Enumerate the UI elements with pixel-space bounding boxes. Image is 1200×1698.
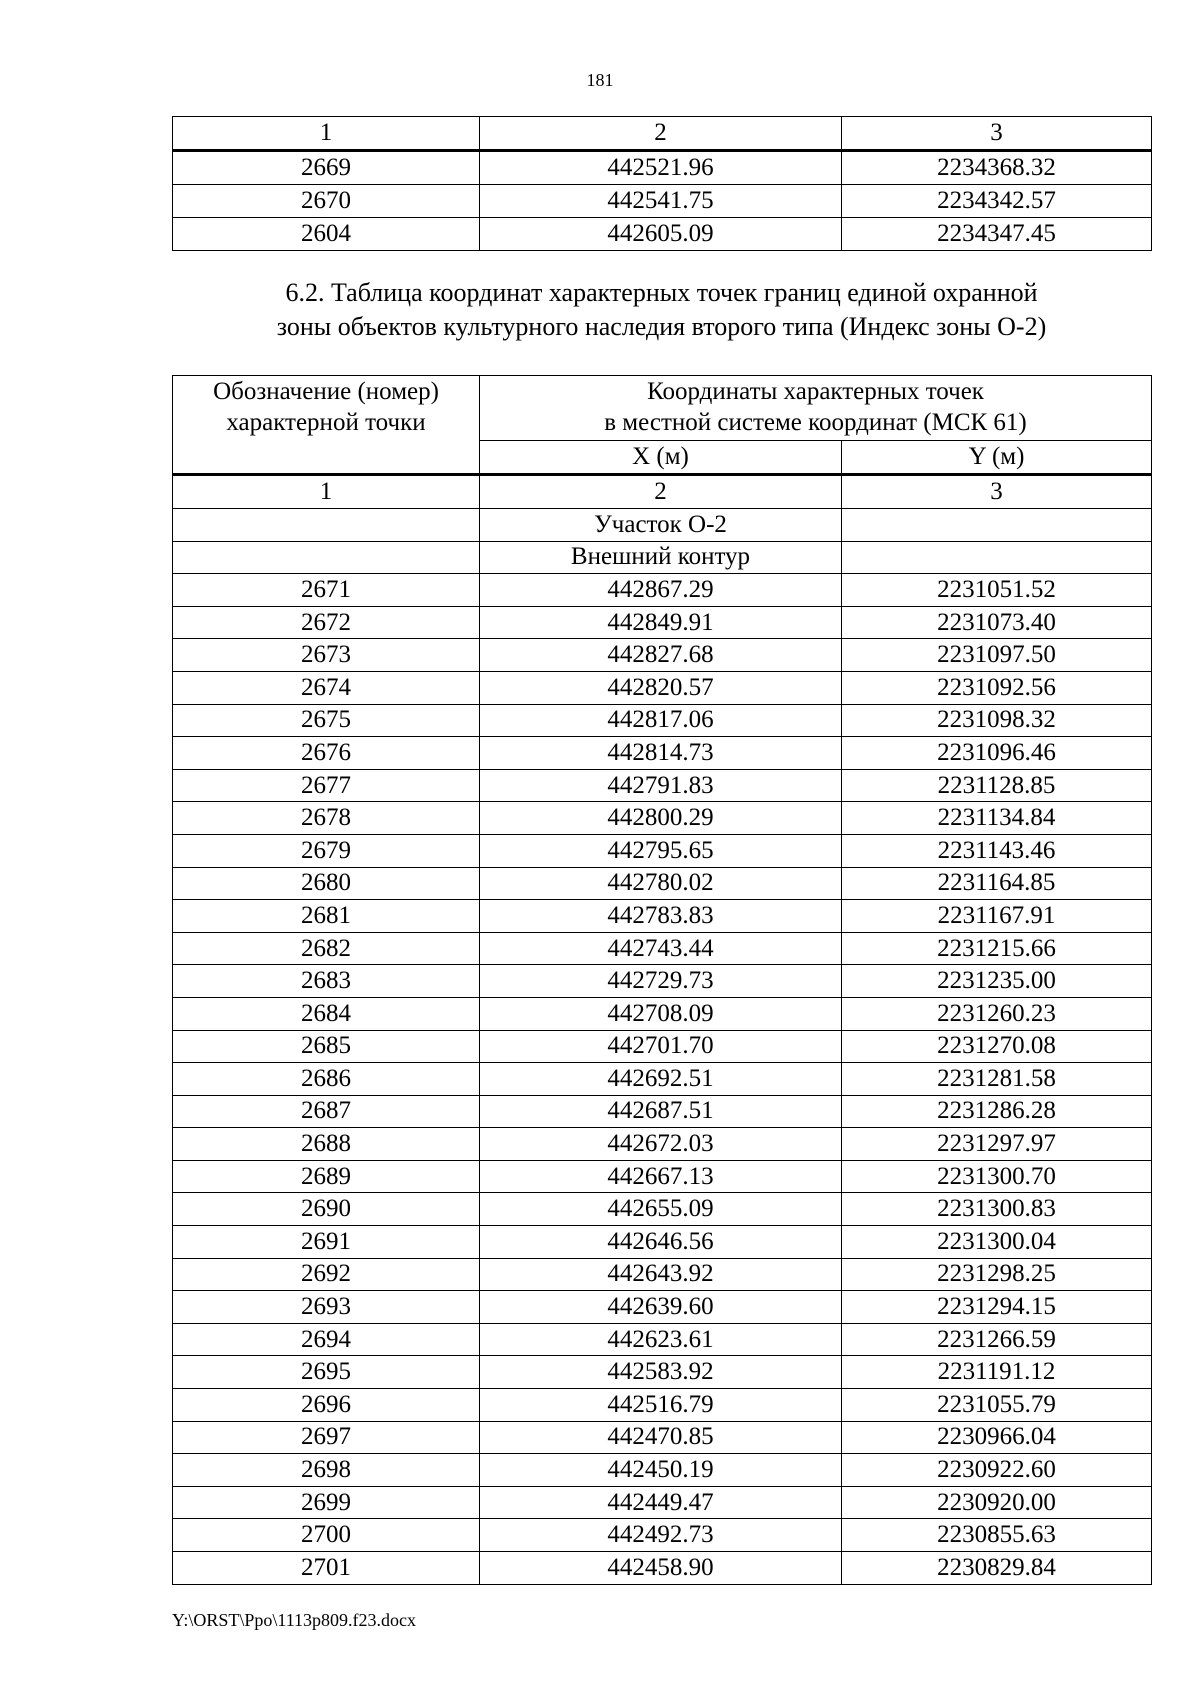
x-coordinate-cell: 442743.44 <box>480 932 842 965</box>
point-id-cell: 2676 <box>173 737 480 770</box>
table-row <box>173 1389 1152 1422</box>
section-label-row <box>173 509 1152 542</box>
empty-cell <box>173 509 480 542</box>
x-coordinate-cell: 442639.60 <box>480 1291 842 1324</box>
y-coordinate-cell: 2231055.79 <box>842 1389 1152 1422</box>
y-coordinate-cell: 2231098.32 <box>842 704 1152 737</box>
point-id-cell: 2691 <box>173 1226 480 1259</box>
point-id-cell: 2671 <box>173 574 480 607</box>
point-id-cell: 2695 <box>173 1356 480 1389</box>
table-row <box>173 606 1152 639</box>
x-coordinate-cell: 442827.68 <box>480 639 842 672</box>
table-row <box>173 1030 1152 1063</box>
y-coordinate-cell: 2231134.84 <box>842 802 1152 835</box>
table-row <box>173 1128 1152 1161</box>
x-coordinate-cell: 442458.90 <box>480 1552 842 1585</box>
y-coordinate-cell: 2231260.23 <box>842 997 1152 1030</box>
table-row <box>173 997 1152 1030</box>
coordinates-header-line-2: в местной системе координат (МСК 61) <box>604 409 1027 436</box>
table-row <box>173 932 1152 965</box>
point-id-cell: 2673 <box>173 639 480 672</box>
column-number-cell: 1 <box>173 117 480 151</box>
x-coordinate-cell: 442667.13 <box>480 1160 842 1193</box>
point-id-cell: 2700 <box>173 1519 480 1552</box>
x-coordinate-cell: 442817.06 <box>480 704 842 737</box>
x-coordinate-cell: 442450.19 <box>480 1454 842 1487</box>
y-coordinate-cell: 2231128.85 <box>842 769 1152 802</box>
x-coordinate-cell: 442791.83 <box>480 769 842 802</box>
point-id-cell: 2680 <box>173 867 480 900</box>
point-id-cell: 2687 <box>173 1095 480 1128</box>
x-coordinate-cell: 442672.03 <box>480 1128 842 1161</box>
x-coordinate-cell: 442867.29 <box>480 574 842 607</box>
x-coordinate-cell: 442795.65 <box>480 834 842 867</box>
point-id-cell: 2672 <box>173 606 480 639</box>
point-id-cell: 2696 <box>173 1389 480 1422</box>
x-coordinate-cell: 442820.57 <box>480 671 842 704</box>
column-number-cell: 1 <box>173 475 480 509</box>
y-coordinate-cell: 2230855.63 <box>842 1519 1152 1552</box>
point-id-cell: 2670 <box>173 185 480 218</box>
y-coordinate-cell: 2230922.60 <box>842 1454 1152 1487</box>
table-row <box>173 1193 1152 1226</box>
x-header: X (м) <box>480 441 842 475</box>
y-coordinate-cell: 2231073.40 <box>842 606 1152 639</box>
x-coordinate-cell: 442492.73 <box>480 1519 842 1552</box>
table-row <box>173 867 1152 900</box>
x-coordinate-cell: 442605.09 <box>480 218 842 251</box>
table-row <box>173 1095 1152 1128</box>
y-coordinate-cell: 2231191.12 <box>842 1356 1152 1389</box>
point-id-cell: 2698 <box>173 1454 480 1487</box>
y-coordinate-cell: 2231167.91 <box>842 900 1152 933</box>
y-coordinate-cell: 2231300.04 <box>842 1226 1152 1259</box>
x-coordinate-cell: 442687.51 <box>480 1095 842 1128</box>
table-row <box>173 900 1152 933</box>
footer-file-path: Y:\ORST\Ppo\1113p809.f23.docx <box>172 1610 417 1630</box>
empty-cell <box>842 541 1152 574</box>
column-number-cell: 3 <box>842 117 1152 151</box>
y-coordinate-cell: 2231298.25 <box>842 1258 1152 1291</box>
y-coordinate-cell: 2234342.57 <box>842 185 1152 218</box>
table-row <box>173 1454 1152 1487</box>
x-coordinate-cell: 442692.51 <box>480 1063 842 1096</box>
coordinates-table <box>172 375 1152 1585</box>
column-number-cell: 2 <box>480 117 842 151</box>
x-coordinate-cell: 442708.09 <box>480 997 842 1030</box>
y-coordinate-cell: 2231097.50 <box>842 639 1152 672</box>
point-id-cell: 2689 <box>173 1160 480 1193</box>
y-coordinate-cell: 2231092.56 <box>842 671 1152 704</box>
point-id-cell: 2678 <box>173 802 480 835</box>
empty-cell <box>842 509 1152 542</box>
table-header-row <box>173 376 1152 441</box>
table-row <box>173 218 1152 251</box>
table-row <box>173 1323 1152 1356</box>
contour-label-row <box>173 541 1152 574</box>
point-id-cell: 2685 <box>173 1030 480 1063</box>
table-row <box>173 1486 1152 1519</box>
section-title-line-2: зоны объектов культурного наследия второго типа (Индекс зоны О-2) <box>276 312 1047 341</box>
point-id-cell: 2677 <box>173 769 480 802</box>
table-row <box>173 1258 1152 1291</box>
y-coordinate-cell: 2231286.28 <box>842 1095 1152 1128</box>
coordinates-header <box>480 376 1152 441</box>
point-id-cell: 2686 <box>173 1063 480 1096</box>
table-row <box>173 1226 1152 1259</box>
column-number-cell: 2 <box>480 475 842 509</box>
x-coordinate-cell: 442849.91 <box>480 606 842 639</box>
y-coordinate-cell: 2231300.70 <box>842 1160 1152 1193</box>
table-row <box>173 1552 1152 1585</box>
x-coordinate-cell: 442729.73 <box>480 965 842 998</box>
coordinates-header-line-1: Координаты характерных точек <box>647 378 984 405</box>
point-id-cell: 2682 <box>173 932 480 965</box>
x-coordinate-cell: 442470.85 <box>480 1421 842 1454</box>
x-coordinate-cell: 442541.75 <box>480 185 842 218</box>
table-row <box>173 671 1152 704</box>
contour-label: Внешний контур <box>480 541 842 574</box>
table-header-row <box>173 117 1152 151</box>
table-row <box>173 802 1152 835</box>
x-coordinate-cell: 442646.56 <box>480 1226 842 1259</box>
point-id-cell: 2669 <box>173 151 480 185</box>
point-id-cell: 2694 <box>173 1323 480 1356</box>
section-title-line-1: 6.2. Таблица координат характерных точек границ единой охранной <box>285 278 1038 307</box>
table-row <box>173 1291 1152 1324</box>
y-coordinate-cell: 2234347.45 <box>842 218 1152 251</box>
point-id-cell: 2697 <box>173 1421 480 1454</box>
table-row <box>173 834 1152 867</box>
y-coordinate-cell: 2231294.15 <box>842 1291 1152 1324</box>
table-row <box>173 639 1152 672</box>
table-row <box>173 185 1152 218</box>
y-coordinate-cell: 2230920.00 <box>842 1486 1152 1519</box>
empty-cell <box>173 541 480 574</box>
y-coordinate-cell: 2231143.46 <box>842 834 1152 867</box>
point-id-cell: 2701 <box>173 1552 480 1585</box>
point-id-cell: 2693 <box>173 1291 480 1324</box>
table-row <box>173 1063 1152 1096</box>
y-coordinate-cell: 2230966.04 <box>842 1421 1152 1454</box>
x-coordinate-cell: 442814.73 <box>480 737 842 770</box>
point-id-cell: 2675 <box>173 704 480 737</box>
y-coordinate-cell: 2231266.59 <box>842 1323 1152 1356</box>
point-id-cell: 2681 <box>173 900 480 933</box>
y-coordinate-cell: 2231300.83 <box>842 1193 1152 1226</box>
y-coordinate-cell: 2231051.52 <box>842 574 1152 607</box>
previous-coordinates-table <box>172 116 1152 251</box>
y-coordinate-cell: 2231235.00 <box>842 965 1152 998</box>
y-coordinate-cell: 2231270.08 <box>842 1030 1152 1063</box>
table-row <box>173 1160 1152 1193</box>
table-row <box>173 151 1152 185</box>
x-coordinate-cell: 442449.47 <box>480 1486 842 1519</box>
x-coordinate-cell: 442516.79 <box>480 1389 842 1422</box>
point-id-cell: 2604 <box>173 218 480 251</box>
point-id-cell: 2683 <box>173 965 480 998</box>
section-label: Участок О-2 <box>480 509 842 542</box>
table-row <box>173 737 1152 770</box>
y-header: Y (м) <box>842 441 1152 475</box>
y-coordinate-cell: 2231297.97 <box>842 1128 1152 1161</box>
y-coordinate-cell: 2231215.66 <box>842 932 1152 965</box>
point-id-cell: 2699 <box>173 1486 480 1519</box>
y-coordinate-cell: 2230829.84 <box>842 1552 1152 1585</box>
page-number: 181 <box>586 70 614 90</box>
x-coordinate-cell: 442655.09 <box>480 1193 842 1226</box>
y-coordinate-cell: 2231164.85 <box>842 867 1152 900</box>
x-coordinate-cell: 442583.92 <box>480 1356 842 1389</box>
y-coordinate-cell: 2231096.46 <box>842 737 1152 770</box>
table-row <box>173 965 1152 998</box>
x-coordinate-cell: 442783.83 <box>480 900 842 933</box>
point-designation-header <box>173 376 480 475</box>
column-number-cell: 3 <box>842 475 1152 509</box>
x-coordinate-cell: 442623.61 <box>480 1323 842 1356</box>
y-coordinate-cell: 2231281.58 <box>842 1063 1152 1096</box>
x-coordinate-cell: 442701.70 <box>480 1030 842 1063</box>
x-coordinate-cell: 442800.29 <box>480 802 842 835</box>
table-row <box>173 769 1152 802</box>
point-id-cell: 2692 <box>173 1258 480 1291</box>
point-id-cell: 2688 <box>173 1128 480 1161</box>
table-row <box>173 574 1152 607</box>
x-coordinate-cell: 442780.02 <box>480 867 842 900</box>
point-id-cell: 2679 <box>173 834 480 867</box>
table-row <box>173 1356 1152 1389</box>
x-coordinate-cell: 442643.92 <box>480 1258 842 1291</box>
point-designation-header-line-2: характерной точки <box>226 409 426 436</box>
column-numbers-row <box>173 475 1152 509</box>
point-designation-header-line-1: Обозначение (номер) <box>213 378 439 405</box>
table-row <box>173 1421 1152 1454</box>
y-coordinate-cell: 2234368.32 <box>842 151 1152 185</box>
point-id-cell: 2684 <box>173 997 480 1030</box>
point-id-cell: 2674 <box>173 671 480 704</box>
table-row <box>173 704 1152 737</box>
table-row <box>173 1519 1152 1552</box>
section-title <box>172 276 1151 344</box>
x-coordinate-cell: 442521.96 <box>480 151 842 185</box>
point-id-cell: 2690 <box>173 1193 480 1226</box>
